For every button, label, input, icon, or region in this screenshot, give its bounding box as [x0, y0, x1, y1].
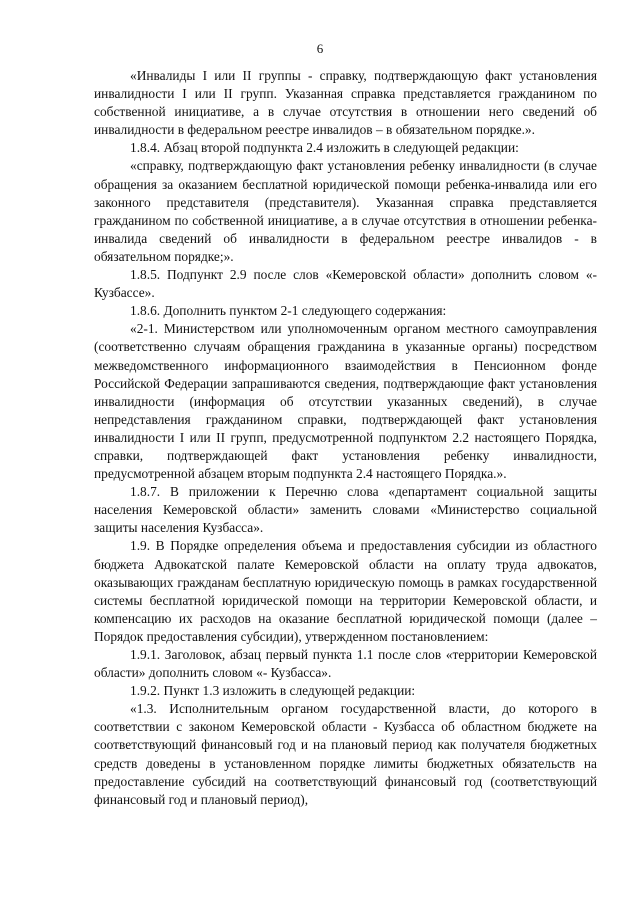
paragraph-2-1: «2-1. Министерством или уполномоченным органом местного самоуправления (соответственно случаям обращения гражданина в указанные органы) посредством межведомственного информационного взаимодействия в Пенсионном фонде Российской Федерации запрашиваются сведения, подтверждающие факт установления инвалидности (информация об отсутствии указанных сведений), в случае непредставления гражданином справки, подтверждающей факт установления инвалидности I или II групп, предусмотренной подпунктом 2.2 настоящего Порядка, справки, подтверждающей факт установления ребенку инвалидности, предусмотренной абзацем вторым подпункта 2.4 настоящего Порядка.». — [94, 321, 597, 482]
paragraph-1-9-1: 1.9.1. Заголовок, абзац первый пункта 1.1 после слов «территории Кемеровской области» дополнить словом «- Кузбасса». — [94, 647, 597, 681]
paragraph-child-disability-certificate: «справку, подтверждающую факт установления ребенку инвалидности (в случае обращения за оказанием бесплатной юридической помощи ребенка-инвалида или его законного представителя (представителя). Указанная справка представляется гражданином по собственной инициативе, а в случае отсутствия в отношении ребенка-инвалида сведений об инвалидности в федеральном реестре инвалидов - в обязательном порядке;». — [94, 158, 597, 264]
paragraph-1-8-7: 1.8.7. В приложении к Перечню слова «департамент социальной защиты населения Кемеровской области» заменить словами «Министерство социальной защиты населения Кузбасса». — [94, 484, 597, 536]
paragraph-1-3: «1.3. Исполнительным органом государственной власти, до которого в соответствии с законом Кемеровской области - Кузбасса об областном бюджете на соответствующий финансовый год и на плановый период как получателя бюджетных средств доведены в установленном порядке лимиты бюджетных обязательств на предоставление субсидий на соответствующий финансовый год (соответствующий финансовый год и плановый период), — [94, 701, 597, 807]
document-body — [94, 67, 597, 809]
paragraph-1-8-5: 1.8.5. Подпункт 2.9 после слов «Кемеровской области» дополнить словом «- Кузбассе». — [94, 267, 597, 301]
page-number: 6 — [316, 41, 324, 56]
paragraph-1-9: 1.9. В Порядке определения объема и предоставления субсидии из областного бюджета Адвокатской палате Кемеровской области на оплату труда адвокатов, оказывающих гражданам бесплатную юридическую помощь в рамках государственной системы бесплатной юридической помощи на территории Кемеровской области, и компенсацию их расходов на оказание бесплатной юридической помощи (далее – Порядок предоставления субсидии), утвержденном постановлением: — [94, 538, 597, 644]
paragraph-1-8-6: 1.8.6. Дополнить пунктом 2-1 следующего содержания: — [130, 303, 447, 319]
paragraph-disability-certificate: «Инвалиды I или II группы - справку, подтверждающую факт установления инвалидности I или II групп. Указанная справка представляется гражданином по собственной инициативе, а в случае отсутствия в отношении него сведений об инвалидности в федеральном реестре инвалидов – в обязательном порядке.». — [94, 68, 597, 138]
paragraph-1-9-2: 1.9.2. Пункт 1.3 изложить в следующей редакции: — [130, 683, 416, 699]
paragraph-1-8-4: 1.8.4. Абзац второй подпункта 2.4 изложить в следующей редакции: — [130, 140, 519, 156]
